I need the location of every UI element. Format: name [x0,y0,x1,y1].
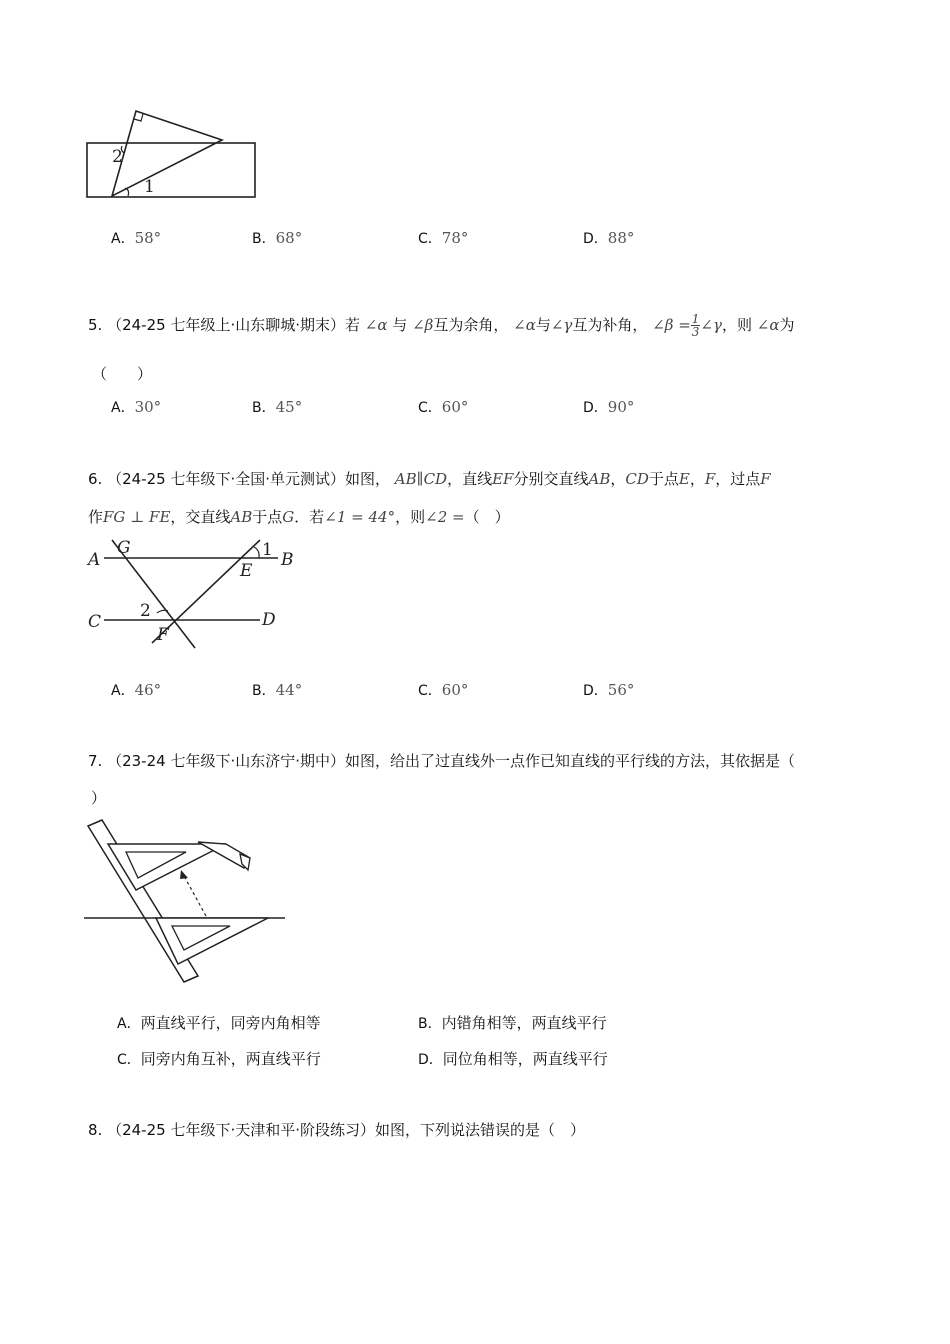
q5-option-b[interactable]: B．45° [252,398,303,416]
q8-source: （24-25 七年级下·天津和平·阶段练习） [107,1121,375,1139]
q7-slide-arrow [184,876,206,916]
q7-option-c[interactable]: C．同旁内角互补，两直线平行 [117,1050,321,1068]
q4-right-triangle [112,111,222,196]
q7-stem: 7. （23-24 七年级下·山东济宁·期中）如图，给出了过直线外一点作已知直线的平行线的方法，其依据是（ [88,752,796,770]
q7-option-d[interactable]: D．同位角相等，两直线平行 [418,1050,608,1068]
q7-number: 7. [88,752,103,770]
q5-source: （24-25 七年级上·山东聊城·期末） [107,316,345,334]
q5-stem: 5. （24-25 七年级上·山东聊城·期末）若 ∠α 与 ∠β互为余角， ∠α与∠γ互为补角， ∠β = $\frac{1}{3}$ ∠γ，则 ∠α为 [88,312,795,339]
q8-number: 8. [88,1121,103,1139]
q5-fraction: $\frac{1}{3}$ [691,312,700,339]
q7-stem-end: ） [91,789,107,807]
q6-label-a: A [88,550,101,570]
q6-stem-line1: 6. （24-25 七年级下·全国·单元测试）如图， AB∥CD，直线EF分别交直线AB，CD于点E，F，过点F [88,470,771,488]
q6-label-b: B [281,550,294,570]
q6-source: （24-25 七年级下·全国·单元测试） [107,470,345,488]
q7-figure [80,818,290,990]
q6-label-d: D [262,610,276,630]
q5-option-a[interactable]: A．30° [111,398,162,416]
q7-option-a[interactable]: A．两直线平行，同旁内角相等 [117,1014,321,1032]
q5-number: 5. [88,316,103,334]
q4-option-a[interactable]: A．58° [111,229,162,247]
q6-stem-line2: 作FG ⊥ FE，交直线AB于点G．若∠1 = 44°，则∠2 =（ ） [88,508,510,526]
q6-option-b[interactable]: B．44° [252,681,303,699]
q6-figure [82,535,302,655]
q6-option-c[interactable]: C．60° [418,681,469,699]
q5-option-d[interactable]: D．90° [583,398,635,416]
q4-angle2-label: 2 [112,147,123,167]
q6-label-2: 2 [140,601,151,621]
q6-label-e: E [240,561,253,581]
q6-label-c: C [88,612,102,632]
q7-slide-arrowhead [180,870,188,879]
q5-answer-blank: （ ） [92,365,153,383]
q7-source: （23-24 七年级下·山东济宁·期中） [107,752,345,770]
q6-label-f: F [157,625,169,645]
q4-angle1-label: 1 [144,177,155,197]
q8-stem: 8. （24-25 七年级下·天津和平·阶段练习）如图，下列说法错误的是（ ） [88,1121,586,1139]
q6-label-1: 1 [262,540,273,560]
q6-angle1-arc [254,547,259,558]
q4-option-b[interactable]: B．68° [252,229,303,247]
q4-option-c[interactable]: C．78° [418,229,469,247]
q4-option-d[interactable]: D．88° [583,229,635,247]
q7-option-b[interactable]: B．内错角相等，两直线平行 [418,1014,607,1032]
q4-figure [80,100,270,205]
q6-label-g: G [117,538,131,558]
q5-option-c[interactable]: C．60° [418,398,469,416]
q6-option-a[interactable]: A．46° [111,681,162,699]
q6-number: 6. [88,470,103,488]
q6-option-d[interactable]: D．56° [583,681,635,699]
